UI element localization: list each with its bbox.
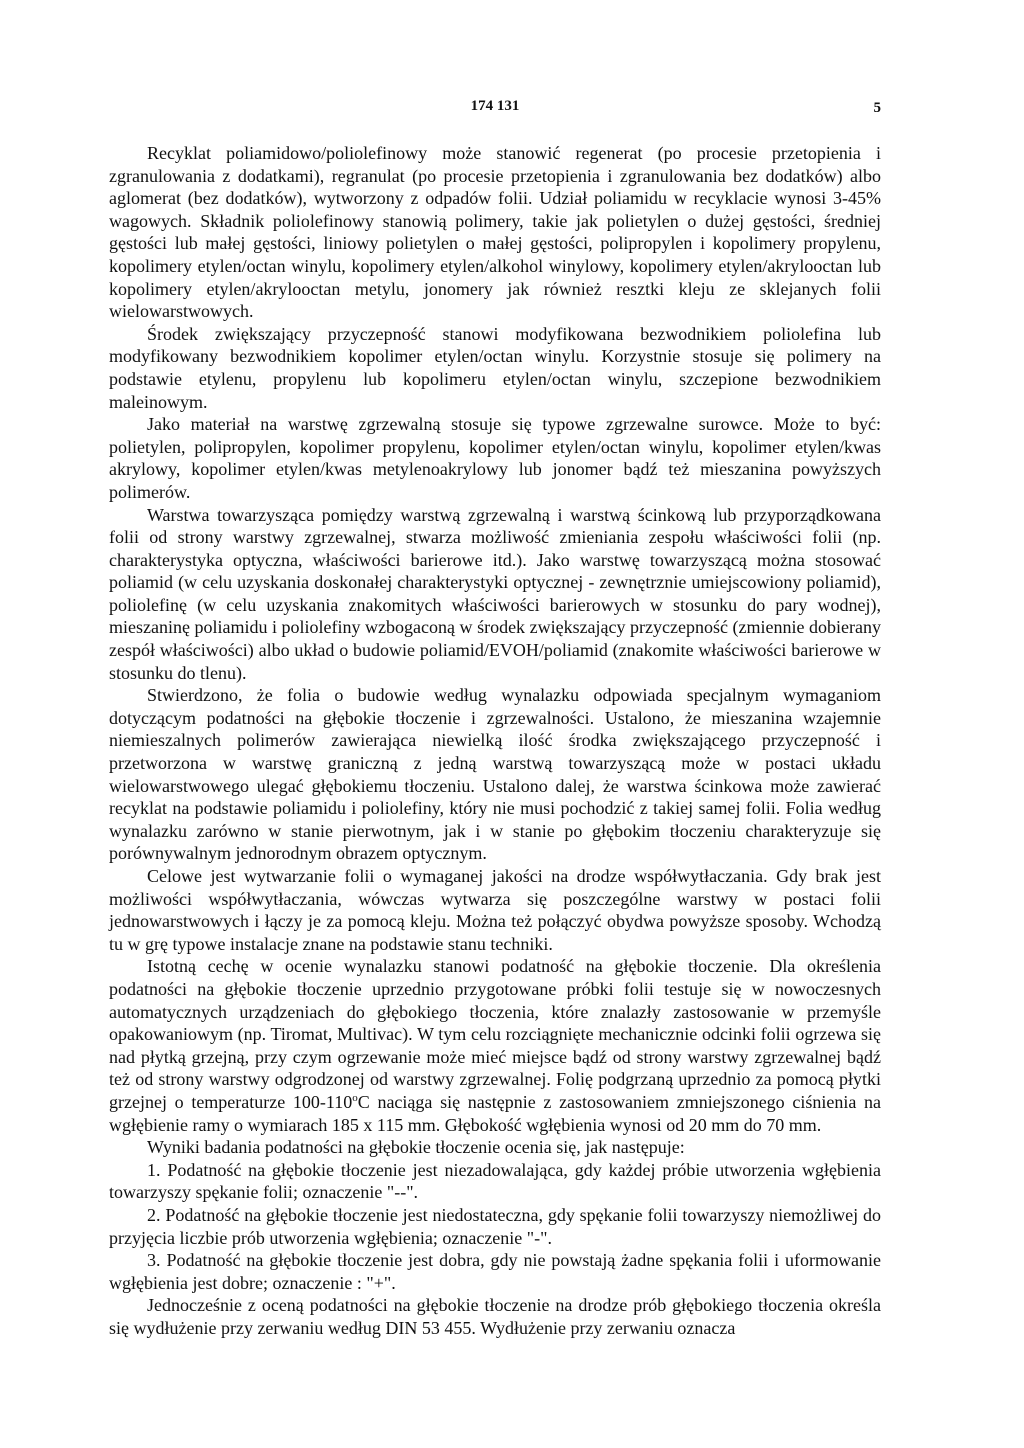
document-page <box>109 98 881 1339</box>
paragraph-accompanying-layer: Warstwa towarzysząca pomiędzy warstwą zgrzewalną i warstwą ścinkową lub przyporządkowana folii od strony warstwy zgrzewalnej, stwarza możliwość zmieniania zespołu właściwości folii (np. charakterystyka optyczna, właściwości barierowe itd.). Jako warstwę towarzyszącą można stosować poliamid (w celu uzyskania doskonałej charakterystyki optycznej - zewnętrznie umiejscowiony poliamid), poliolefinę (w celu uzyskania znakomitych właściwości barierowych w stosunku do pary wodnej), mieszaninę poliamidu i poliolefiny wzbogaconą w środek zwiększający przyczepność (zmiennie dobierany zespół właściwości) albo układ o budowie poliamid/EVOH/poliamid (znakomite właściwości barierowe w stosunku do tlenu). <box>109 504 881 683</box>
document-body <box>109 142 881 1339</box>
page-header <box>109 98 881 120</box>
result-item: 3. Podatność na głębokie tłoczenie jest dobra, gdy nie powstają żadne spękania folii i uformowanie wgłębienia jest dobre; oznaczenie : "+". <box>109 1250 881 1293</box>
text-segment: C naciąga się następnie z zastosowaniem zmniejszonego ciśnienia na wgłębienie ramy o wymiarach 185 x 115 mm. Głębokość wgłębienia wynosi od 20 mm do 70 mm. <box>109 1091 881 1135</box>
paragraph-recyclate: Recyklat poliamidowo/poliolefinowy może stanowić regenerat (po procesie przetopienia i zgranulowania z dodatkami), regranulat (po procesie przetopienia i zgranulowania bez dodatków) albo aglomerat (bez dodatków), wytworzony z odpadów folii. Udział poliamidu w recyklacie wynosi 3-45% wagowych. Składnik poliolefinowy stanowią polimery, takie jak polietylen o dużej gęstości, średniej gęstości lub małej gęstości, liniowy polietylen o małej gęstości, polipropylen i kopolimery propylenu, kopolimery etylen/octan winylu, kopolimery etylen/alkohol winylowy, kopolimery etylen/akrylooctan lub kopolimery etylen/akrylooctan metylu, jonomery jak również resztki kleju ze sklejanych folii wielowarstwowych. <box>109 143 881 322</box>
patent-number: 174 131 <box>470 98 520 114</box>
paragraph-deep-drawing-test <box>109 955 881 1136</box>
paragraph-adhesion-agent: Środek zwiększający przyczepność stanowi modyfikowana bezwodnikiem poliolefina lub modyfikowany bezwodnikiem kopolimer etylen/octan winylu. Korzystnie stosuje się polimery na podstawie etylenu, propylenu lub kopolimeru etylen/octan winylu, szczepione bezwodnikiem maleinowym. <box>109 323 881 412</box>
page-number: 5 <box>873 100 881 116</box>
paragraph-coextrusion: Celowe jest wytwarzanie folii o wymaganej jakości na drodze współwytłaczania. Gdy brak jest możliwości współwytłaczania, wówczas wytwarza się poszczególne warstwy w postaci folii jednowarstwowych i łączy je za pomocą kleju. Można też połączyć obydwa powyższe sposoby. Wchodzą tu w grę typowe instalacje znane na podstawie stanu techniki. <box>109 866 881 954</box>
degree-superscript: o <box>352 1091 358 1104</box>
result-item: 1. Podatność na głębokie tłoczenie jest niezadowalająca, gdy każdej próbie utworzenia wgłębienia towarzyszy spękanie folii; oznaczenie "--". <box>109 1159 881 1203</box>
result-item: 2. Podatność na głębokie tłoczenie jest niedostateczna, gdy spękanie folii towarzyszy niemożliwej do przyjęcia liczbie prób utworzenia wgłębienia; oznaczenie "-". <box>109 1204 881 1248</box>
paragraph-results-intro: Wyniki badania podatności na głębokie tłoczenie ocenia się, jak następuje: <box>147 1137 685 1158</box>
paragraph-elongation: Jednocześnie z oceną podatności na głębokie tłoczenie na drodze prób głębokiego tłoczenia określa się wydłużenie przy zerwaniu według DIN 53 455. Wydłużenie przy zerwaniu oznacza <box>109 1295 881 1338</box>
paragraph-findings: Stwierdzono, że folia o budowie według wynalazku odpowiada specjalnym wymaganiom dotyczącym podatności na głębokie tłoczenie i zgrzewalności. Ustalono, że mieszanina wzajemnie niemieszalnych polimerów zawierająca niewielką ilość środka zwiększającego przyczepność i przetworzona w warstwę graniczną z jedną warstwą towarzyszącą może w postaci układu wielowarstwowego ulegać głębokiemu tłoczeniu. Ustalono dalej, że warstwa ścinkowa może zawierać recyklat na podstawie poliamidu i poliolefiny, który nie musi pochodzić z takiej samej folii. Folia według wynalazku zarówno w stanie pierwotnym, jak i w stanie po głębokim tłoczeniu charakteryzuje się porównywalnym jednorodnym obrazem optycznym. <box>109 685 881 864</box>
paragraph-sealable-layer: Jako materiał na warstwę zgrzewalną stosuje się typowe zgrzewalne surowce. Może to być: polietylen, polipropylen, kopolimer propylenu, kopolimer etylen/octan winylu, kopolimer etylen/kwas akrylowy, kopolimer etylen/kwas metylenoakrylowy lub jonomer bądź też mieszanina powyższych polimerów. <box>109 414 881 502</box>
text-segment: Istotną cechę w ocenie wynalazku stanowi podatność na głębokie tłoczenie. Dla określenia podatności na głębokie tłoczenie uprzednio przygotowane próbki folii testuje się w nowoczesnych automatycznych urządzeniach do głębokiego tłoczenia, które znalazły zastosowanie w przemyśle opakowaniowym (np. Tiromat, Multivac). W tym celu rozciągnięte mechanicznie odcinki folii ogrzewa się nad płytką grzejną, przy czym ogrzewanie może mieć miejsce bądź od strony warstwy zgrzewalnej bądź też od strony warstwy odgrodzonej od warstwy zgrzewalnej. Folię podgrzaną uprzednio za pomocą płytki grzejnej o temperaturze 100-110 <box>109 956 881 1112</box>
